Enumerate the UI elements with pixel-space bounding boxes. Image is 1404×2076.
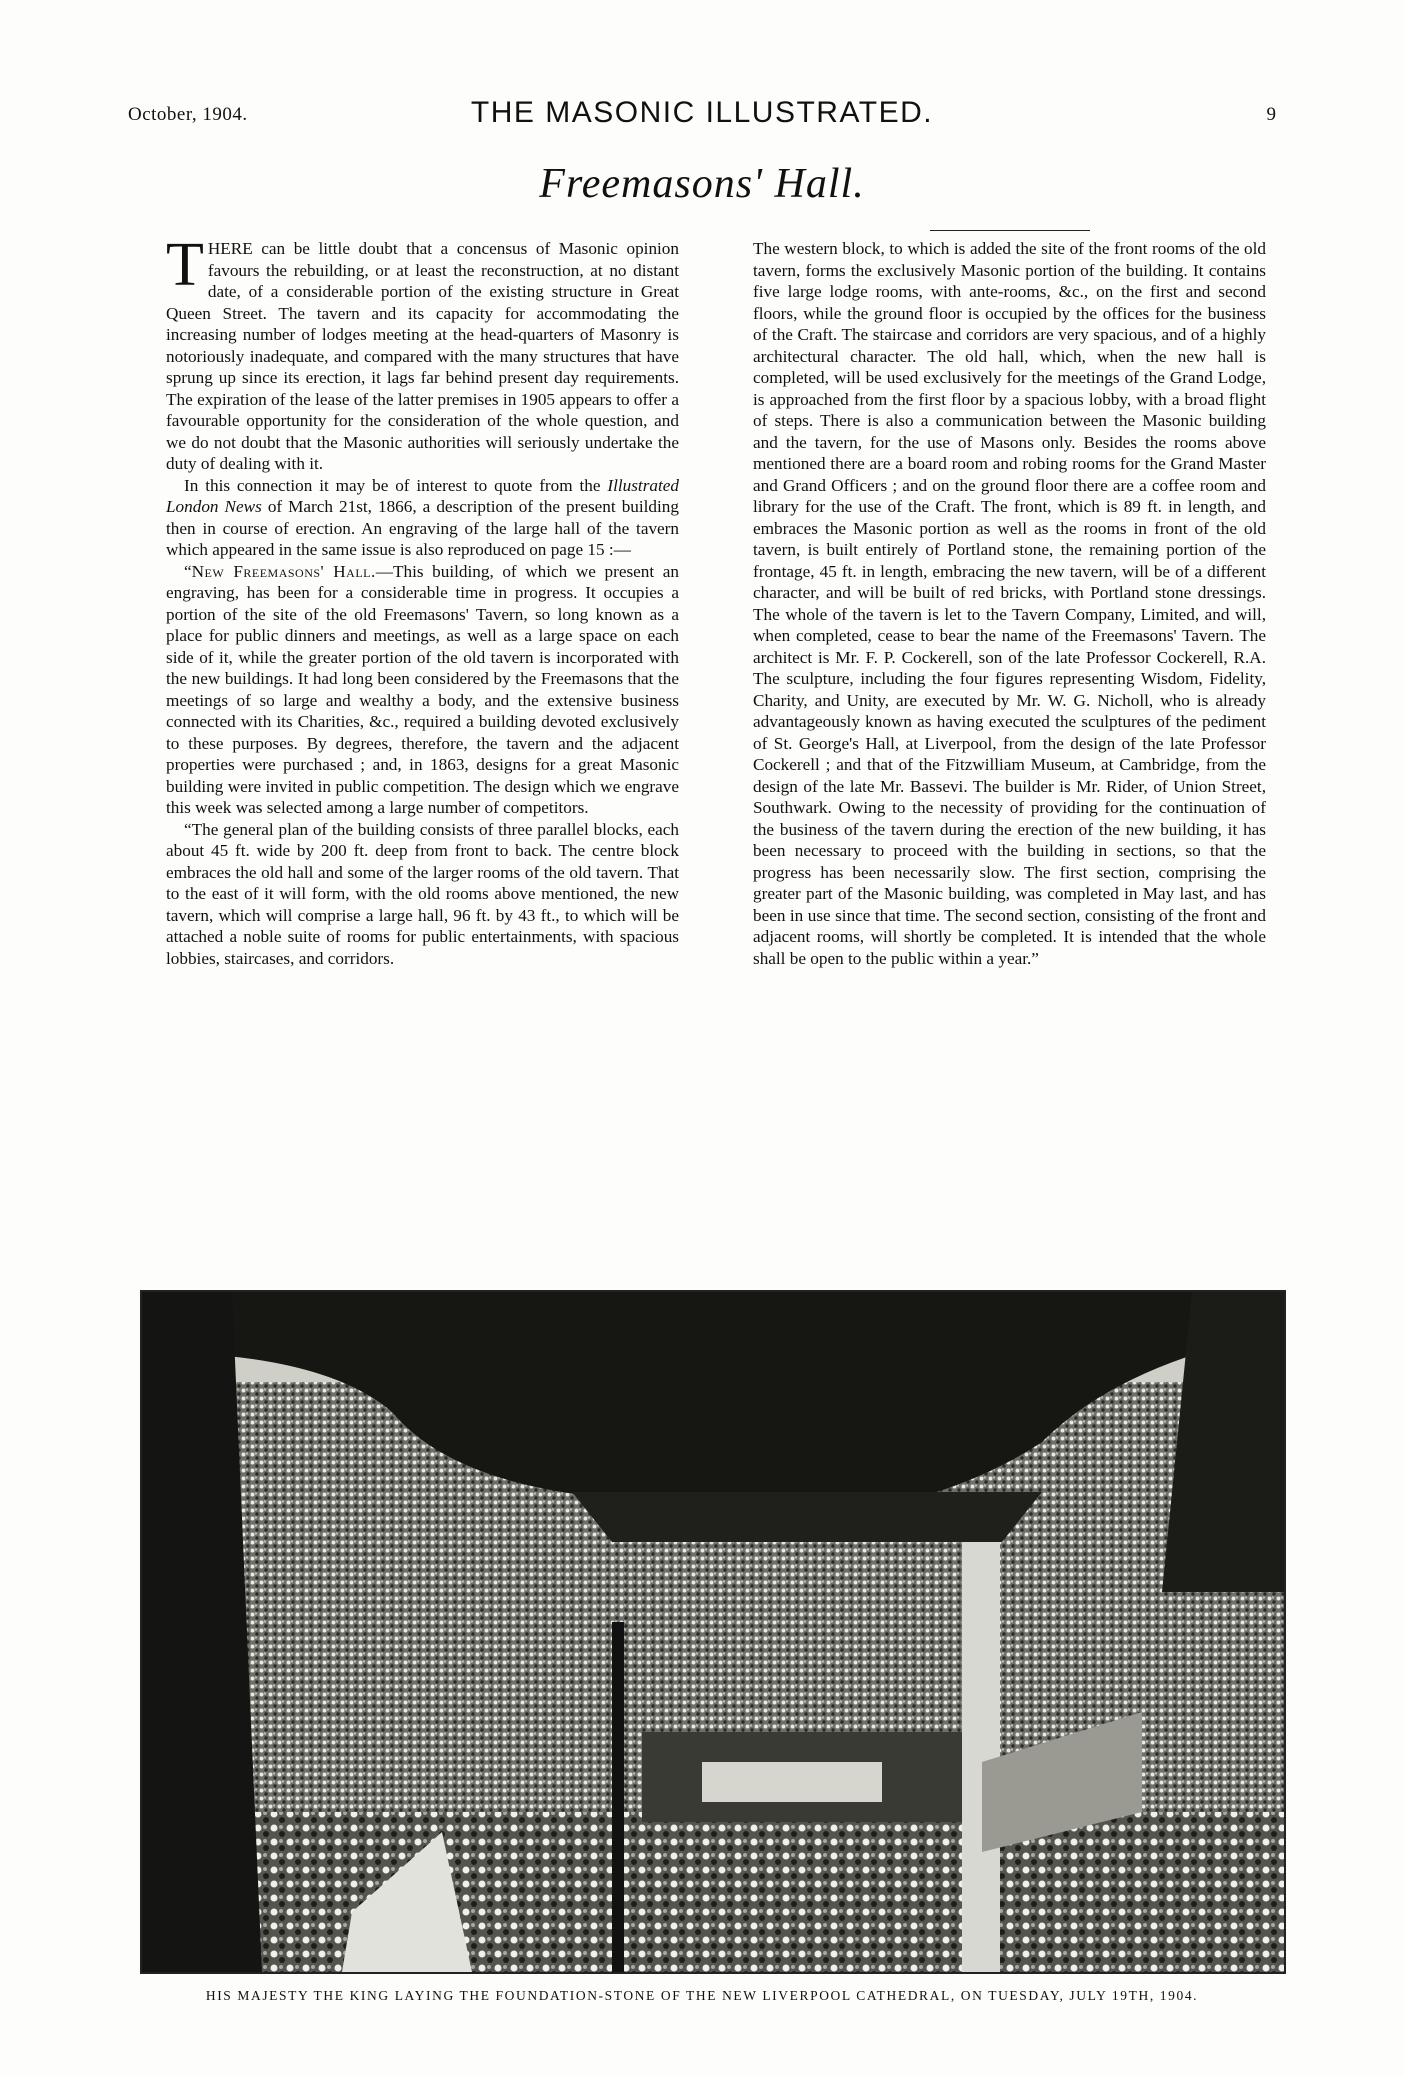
ceremony-photograph bbox=[140, 1290, 1286, 1974]
issue-date: October, 1904. bbox=[128, 104, 248, 125]
quoted-heading: New Freemasons' Hall. bbox=[191, 561, 376, 581]
paragraph-2: In this connection it may be of interest to quote from the Illustrated London News of March 21st, 1866, a description of the present building then in course of erection. An engraving of the large hall of the tavern which appeared in the same issue is also reproduced on page 15 :— bbox=[166, 475, 679, 559]
paragraph-5: The western block, to which is added the site of the front rooms of the old tavern, forms the exclusively Masonic portion of the building. It contains five large lodge rooms, with ante-rooms, &c., on the first and second floors, while the ground floor is occupied by the offices for the business of the Craft. The staircase and corridors are very spacious, and of a highly architectural character. The old hall, which, when the new hall is completed, will be used exclusively for the meetings of the Grand Lodge, is approached from the first floor by a spacious lobby, with a broad flight of steps. There is also a communication between the Masonic building and the tavern, for the use of Masons only. Besides the rooms above mentioned there are a board room and robing rooms for the Grand Master and Grand Officers ; and on the ground floor there are a coffee room and library for the use of the Craft. The front, which is 89 ft. in length, and embraces the Masonic portion as well as the rooms in front of the old tavern, is built entirely of Portland stone, the remaining portion of the frontage, 45 ft. in length, embracing the new tavern, will be of a different character, and will be built of red bricks, with Portland stone dressings. The whole of the tavern is let to the Tavern Company, Limited, and will, when completed, cease to bear the name of the Freemasons' Tavern. The architect is Mr. F. P. Cockerell, son of the late Professor Cockerell, R.A. The sculpture, including the four figures representing Wisdom, Fidelity, Charity, and Unity, are executed by Mr. W. G. Nicholl, who is already advantageously known as having executed the sculptures of the pediment of St. George's Hall, at Liverpool, from the design of the late Professor Cockerell ; and that of the Fitzwilliam Museum, at Cambridge, from the design of the late Mr. Bassevi. The builder is Mr. Rider, of Union Street, Southwark. Owing to the necessity of providing for the continuation of the business of the tavern during the erection of the new building, it has been necessary to proceed with the building in sections, so that the progress has been necessarily slow. The first section, comprising the greater part of the Masonic building, was completed in May last, and has been in use since that time. The second section, consisting of the front and adjacent rooms, will shortly be completed. It is intended that the whole shall be open to the public within a year.” bbox=[753, 239, 1266, 968]
white-pillar bbox=[962, 1512, 1000, 1972]
foundation-stone bbox=[702, 1762, 882, 1802]
running-head bbox=[128, 96, 1276, 136]
right-column bbox=[753, 238, 1266, 969]
title-rule bbox=[930, 230, 1090, 231]
pulley-post bbox=[612, 1622, 624, 1972]
pavilion-roof bbox=[572, 1492, 1042, 1542]
paragraph-1: THERE can be little doubt that a concensus of Masonic opinion favours the rebuilding, or at least the reconstruction, at no distant date, of a considerable portion of the existing structure in Great Queen Street. The tavern and its capacity for accommodating the increasing number of lodges meeting at the head-quarters of Masonry is notoriously inadequate, and compared with the many structures that have sprung up since its erection, it lags far behind present day requirements. The expiration of the lease of the latter premises in 1905 appears to offer a favourable opportunity for the consideration of the whole question, and we do not doubt that the Masonic authorities will seriously undertake the duty of dealing with it. bbox=[166, 231, 679, 473]
paragraph-3: “New Freemasons' Hall.—This building, of which we present an engraving, has been for a considerable time in progress. It occupies a portion of the site of the old Freemasons' Tavern, so long known as a place for public dinners and meetings, as well as a large space on each side of it, while the greater portion of the old tavern is incorporated with the new buildings. It had long been considered by the Freemasons that the meetings of so large and wealthy a body, and the extensive business connected with its Charities, &c., required a building devoted exclusively to these purposes. By degrees, therefore, the tavern and the adjacent properties were purchased ; and, in 1863, designs for a great Masonic building were invited in public competition. The design which we engrave this week was selected among a large number of competitors. bbox=[166, 561, 679, 817]
magazine-title: THE MASONIC ILLUSTRATED. bbox=[470, 96, 934, 129]
paragraph-4: “The general plan of the building consists of three parallel blocks, each about 45 ft. wide by 200 ft. deep from front to back. The centre block embraces the old hall and some of the larger rooms of the old tavern. That to the east of it will form, with the old rooms above mentioned, the new tavern, which will comprise a large hall, 96 ft. by 43 ft., to which will be attached a noble suite of rooms for public entertainments, with spacious lobbies, staircases, and corridors. bbox=[166, 819, 679, 968]
article-title: Freemasons' Hall. bbox=[539, 161, 865, 207]
page-number: 9 bbox=[1266, 104, 1276, 125]
left-column bbox=[166, 231, 679, 969]
foreground-crowd bbox=[142, 1812, 1284, 1972]
photo-caption: HIS MAJESTY THE KING LAYING THE FOUNDATION-STONE OF THE NEW LIVERPOOL CATHEDRAL, ON TUESDAY, JULY 19TH, 1904. bbox=[205, 1988, 1199, 2003]
drop-cap: T bbox=[166, 231, 204, 299]
publication-title: Illustrated London News bbox=[166, 475, 679, 516]
